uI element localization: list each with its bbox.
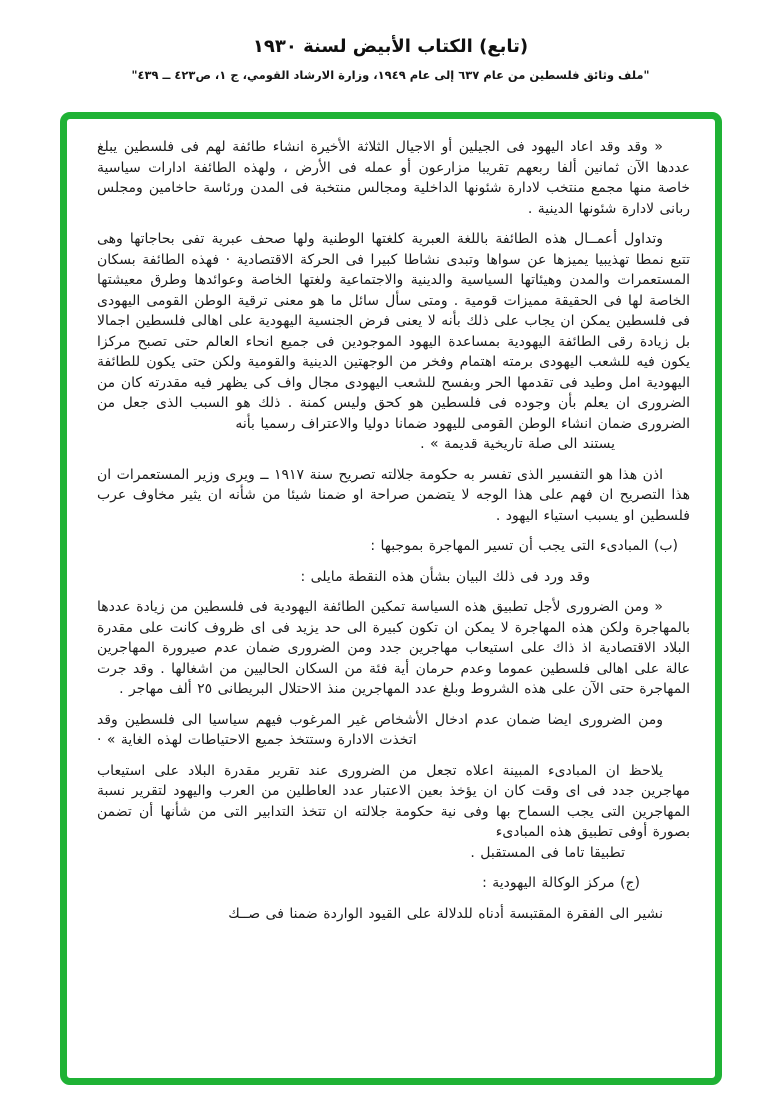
page-border-frame [60,112,722,1085]
paragraph-quote-immigration-policy: « ومن الضرورى لأجل تطبيق هذه السياسة تمكين الطائفة اليهودية فى فلسطين من زيادة عددها بالمهاجرة ولكن هذه المهاجرة لا يمكن ان تكون كبيرة الى حد يزيد فى اى ظروف كانت على مقدرة البلاد الاقتصادية اذ ذاك على استيعاب مهاجرين جدد ومن الضرورى ضمان عدم صيرورة المهاجرين عالة على اهالى فلسطين عموما وعدم حرمان أية فئة من السكان الحاليين من اشغالها . وقد جرت المهاجرة حتى الآن على هذه الشروط وبلغ عدد المهاجرين منذ الاحتلال البريطانى ٢٥ ألف مهاجر . [97,599,690,697]
document-header [0,36,781,82]
line-principles-closing: تطبيقا تاما فى المستقبل . [470,844,625,861]
paragraph-quote-undesirables: ومن الضرورى ايضا ضمان عدم ادخال الأشخاص غير المرغوب فيهم سياسيا الى فلسطين وقد اتخذت الادارة وستتخذ جميع الاحتياطات لهذه الغاية » · [97,711,663,748]
paragraph-principles-note: يلاحظ ان المبادىء المبينة اعلاه تجعل من الضرورى عند تقرير مقدرة البلاد على استيعاب مهاجرين جدد فى اى وقت كان ان يؤخذ بعين الاعتبار عدد العاطلين من العرب واليهود لتقرير نسبة المهاجرين التى يجب السماح بها وفى نية حكومة جلالته ان تتخذ التدابير التى من شأنها أن تضمن بصورة أوفى تطبيق هذه المبادىء [97,762,690,840]
paragraph-interpretation-1917: اذن هذا هو التفسير الذى تفسر به حكومة جلالته تصريح سنة ١٩١٧ ــ ويرى وزير المستعمرات ان هذا التصريح ان فهم على هذا الوجه لا يتضمن صراحة او ضمنا شيئا من شأنه ان يثير مخاوف عرب فلسطين او يسبب استياء اليهود . [97,466,690,524]
subheading-j-jewish-agency: (ج) مركز الوكالة اليهودية : [482,875,640,891]
line-quote-closing: يستند الى صلة تاريخية قديمة » . [420,436,615,452]
source-citation: "ملف وثائق فلسطين من عام ٦٣٧ إلى عام ١٩٤٩، وزارة الارشاد القومي، ج ١، ص٤٢٣ ــ ٤٣٩" [131,68,650,82]
subheading-b-immigration-principles: (ب) المبادىء التى يجب أن تسير المهاجرة بموجبها : [370,538,678,554]
paragraph-quote-community-founding: « وقد وقد اعاد اليهود فى الجيلين أو الاجيال الثلاثة الأخيرة انشاء طائفة لهم فى فلسطين يبلغ عددها الآن ثمانين ألفا ربعهم تقريبا مزارعون أو عمله فى الأرض ، ولهذه الطائفة ادارات سياسية خاصة منها مجمع منتخب لادارة شئونها الداخلية ومجالس منتخبة فى المدن ورئاسة حاخامين ومجلس ربانى لادارة شئونها الدينية . [97,139,690,217]
page-content [67,119,715,1078]
page-title: (تابع) الكتاب الأبيض لسنة ١٩٣٠ [252,36,529,57]
paragraph-quote-community-life: وتداول أعمــال هذه الطائفة باللغة العبرية كلغتها الوطنية ولها صحف عبرية تفى بحاجاتها وهى تتبع نمطا تهذيبيا يميزها عن سواها وتبدى نشاطا كبيرا فى الحركة الاقتصادية · فهذه الطائفة بسكان المستعمرات والمدن وهيئاتها السياسية والدينية والاجتماعية ولغتها الخاصة وعوائدها وطرق معيشتها الخاصة لها فى الحقيقة مميزات قومية . ومتى سأل سائل ما هو معنى ترقية الوطن القومى اليهودى فى فلسطين يمكن ان يجاب على ذلك بأنه لا يعنى فرض الجنسية اليهودية على اهالى فلسطين اجمالا بل زيادة رقى الطائفة اليهودية بمساعدة اليهود الموجودين فى جميع انحاء العالم حتى تصبح مركزا يكون فيه للشعب اليهودى برمته اهتمام وفخر من الوجهتين الدينية والقومية ولكن حتى يكون للطائفة اليهودية امل وطيد فى تقدمها الحر وبفسح للشعب اليهودى مجال واف كى يظهر فيه مقدرته كان من الضرورى ان يعلم بأن وجوده فى فلسطين هو كحق وليس كمنة . ذلك هو السبب الذى جعل من الضرورى ضمان انشاء الوطن القومى لليهود ضمانا دوليا والاعتراف رسميا بأنه [97,231,690,432]
paragraph-agency-intro: نشير الى الفقرة المقتبسة أدناه للدلالة على القيود الواردة ضمنا فى صــك [228,905,663,922]
paragraph-statement-intro: وقد ورد فى ذلك البيان بشأن هذه النقطة مايلى : [300,568,590,585]
